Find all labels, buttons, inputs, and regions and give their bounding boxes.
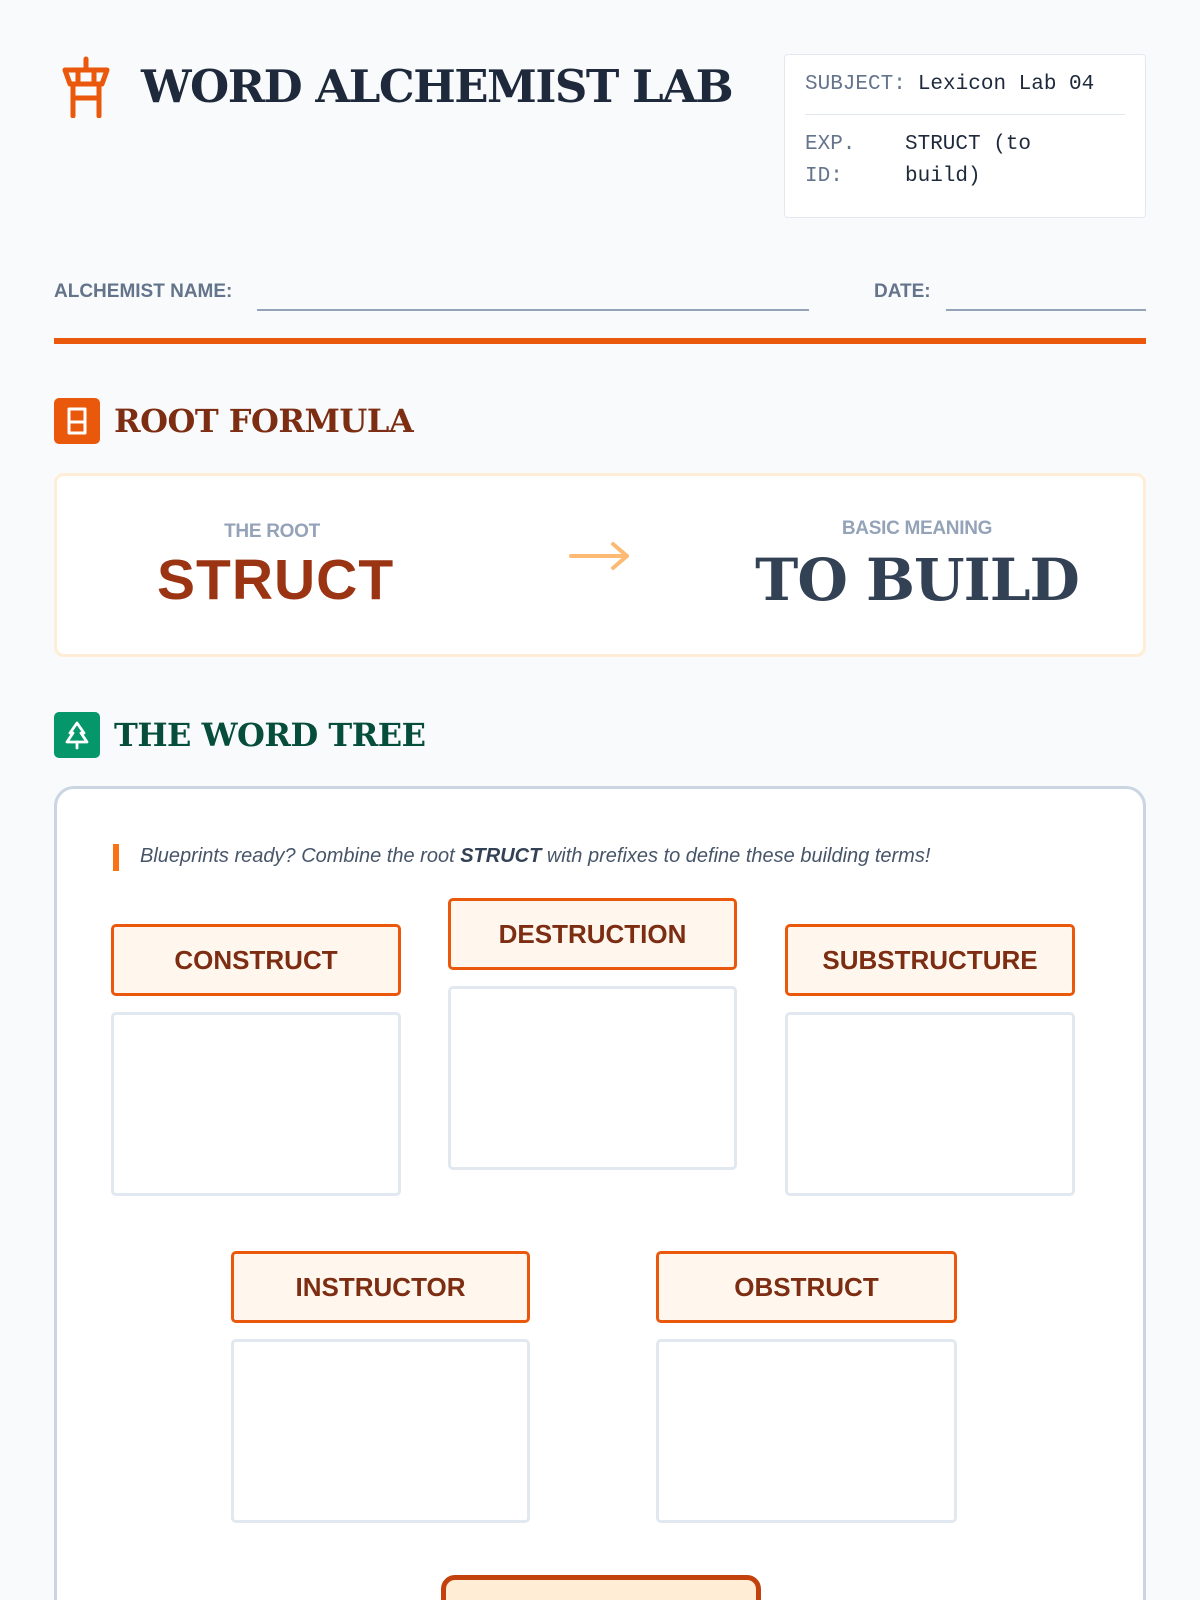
meaning-word: TO BUILD [755,546,1079,614]
root-column [157,521,395,613]
experiment-id-value: STRUCT (to build) [905,133,1032,188]
word-tree-card [54,786,1146,1600]
word-label-construct: CONSTRUCT [111,924,401,996]
subject-row [805,73,1125,115]
answer-box-construct[interactable] [111,1012,401,1196]
root-caption: THE ROOT [224,521,320,542]
word-label-destruction: DESTRUCTION [448,898,737,970]
meaning-caption: BASIC MEANING [841,518,993,539]
instruction-text: Blueprints ready? Combine the root STRUCT with prefixes to define these building terms! [140,845,931,867]
experiment-info-card [784,54,1146,218]
name-date-row [54,278,1146,312]
subject-value: Lexicon Lab 04 [917,73,1095,96]
root-formula-title: ROOT FORMULA [114,402,414,440]
page-title: WORD ALCHEMIST LAB [141,60,733,113]
tree-icon [54,712,100,758]
experiment-id-row [805,129,1125,193]
arrow-right-icon [567,540,633,572]
root-formula-card [54,473,1146,657]
instruction-root: STRUCT [460,845,542,867]
beaker-icon [54,398,100,444]
root-formula-heading [54,398,413,444]
experiment-id-label: EXP. ID: [805,133,856,188]
date-label: DATE: [874,281,931,302]
flask-stand-icon [60,56,112,118]
alchemist-name-label: ALCHEMIST NAME: [54,281,233,302]
word-tree-title: THE WORD TREE [114,716,426,754]
alchemist-name-field[interactable] [257,309,809,311]
word-label-obstruct: OBSTRUCT [656,1251,957,1323]
subject-label: SUBJECT: [805,73,906,96]
answer-box-obstruct[interactable] [656,1339,957,1523]
word-label-instructor: INSTRUCTOR [231,1251,530,1323]
answer-box-destruction[interactable] [448,986,737,1170]
root-trunk-box [441,1575,761,1600]
header-divider [54,338,1146,344]
instruction-accent [113,844,119,871]
page-header [54,54,1146,220]
answer-box-instructor[interactable] [231,1339,530,1523]
word-tree-heading [54,712,426,758]
answer-box-substructure[interactable] [785,1012,1075,1196]
word-label-substructure: SUBSTRUCTURE [785,924,1075,996]
meaning-column [737,518,1097,614]
date-field[interactable] [946,309,1146,311]
root-word: STRUCT [157,548,395,612]
